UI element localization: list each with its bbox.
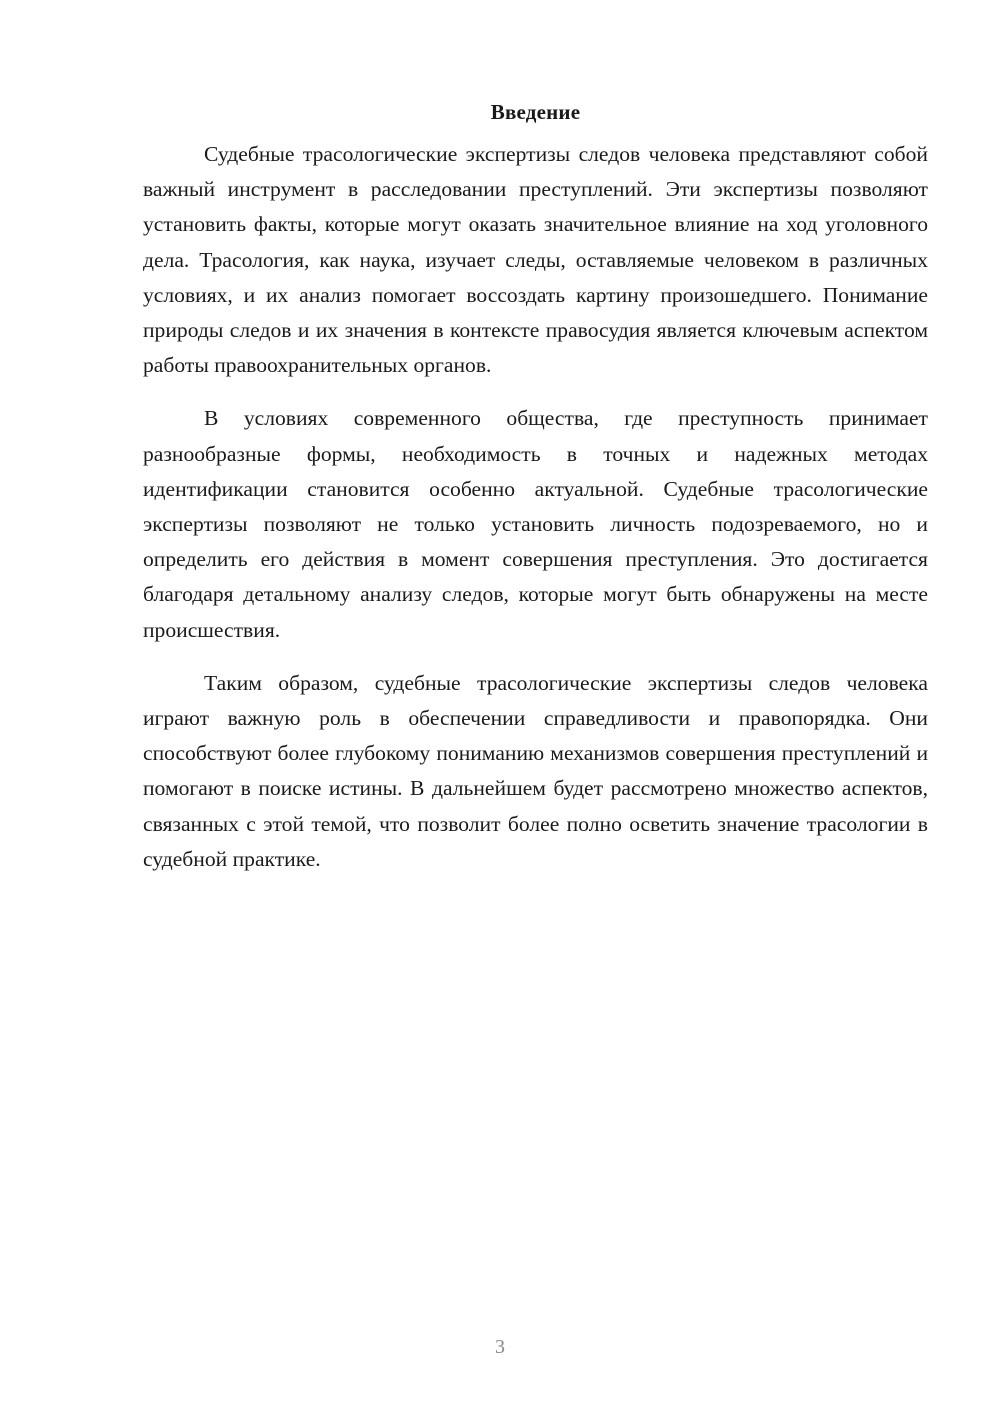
section-heading: Введение [490, 100, 581, 124]
page-content [143, 96, 928, 877]
page-number: 3 [495, 1336, 505, 1358]
paragraph-1: Судебные трасологические экспертизы следов человека представляют собой важный инструмент в расследовании преступлений. Эти экспертизы позволяют установить факты, которые могут оказать значительное влияние на ход уголовного дела. Трасология, как наука, изучает следы, оставляемые человеком в различных условиях, и их анализ помогает воссоздать картину произошедшего. Понимание природы следов и их значения в контексте правосудия является ключевым аспектом работы правоохранительных органов. [143, 142, 928, 378]
paragraph-2: В условиях современного общества, где преступность принимает разнообразные формы, необходимость в точных и надежных методах идентификации становится особенно актуальной. Судебные трасологические экспертизы позволяют не только установить личность подозреваемого, но и определить его действия в момент совершения преступления. Это достигается благодаря детальному анализу следов, которые могут быть обнаружены на месте происшествия. [143, 406, 928, 642]
paragraph-3: Таким образом, судебные трасологические экспертизы следов человека играют важную роль в обеспечении справедливости и правопорядка. Они способствуют более глубокому пониманию механизмов совершения преступлений и помогают в поиске истины. В дальнейшем будет рассмотрено множество аспектов, связанных с этой темой, что позволит более полно осветить значение трасологии в судебной практике. [143, 670, 928, 871]
